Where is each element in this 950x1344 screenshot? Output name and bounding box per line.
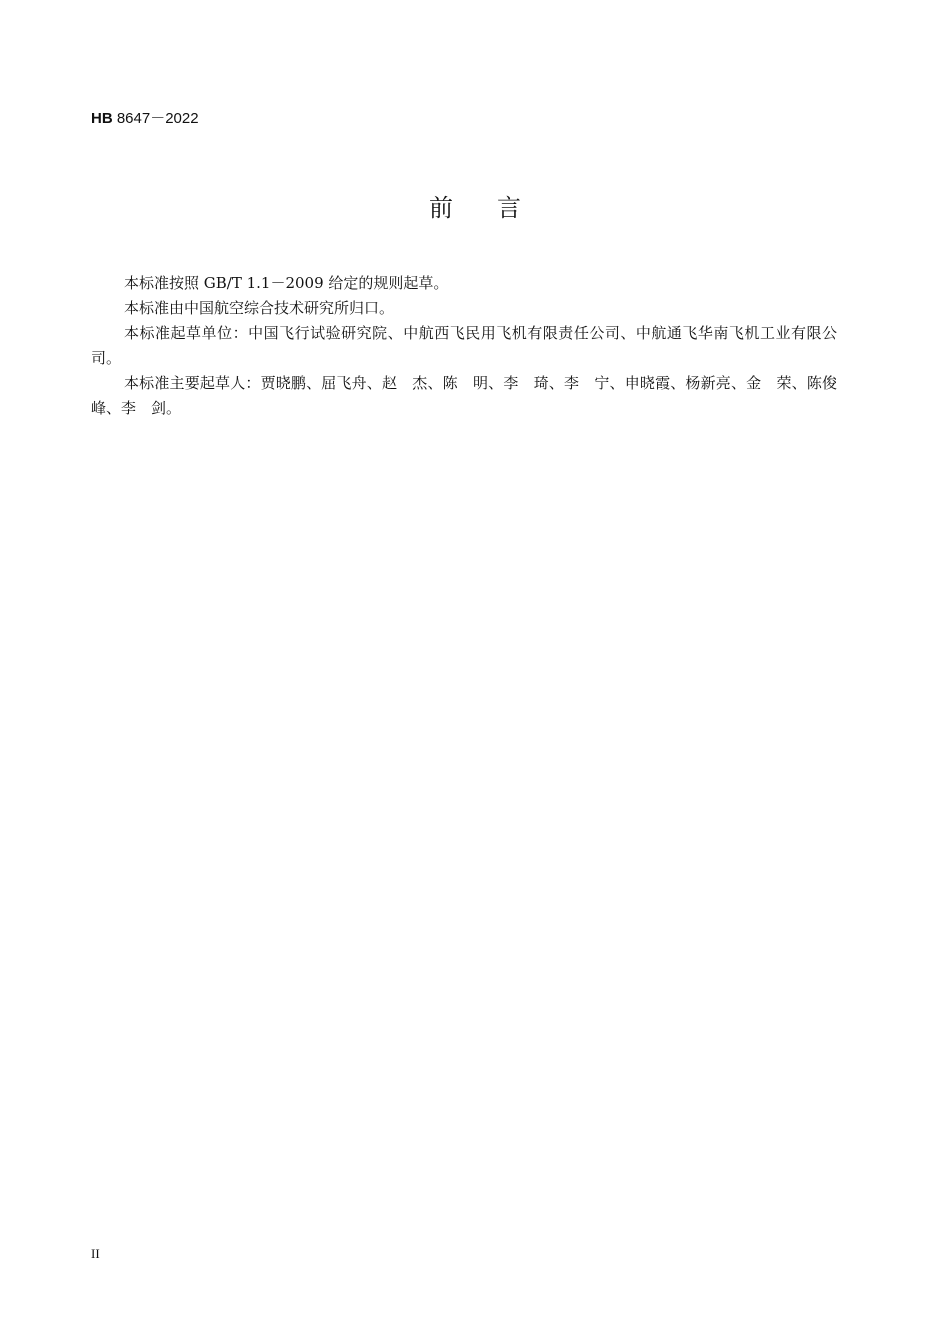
paragraph-drafters: 本标准主要起草人：贾晓鹏、屈飞舟、赵 杰、陈 明、李 琦、李 宁、申晓霞、杨新亮、金 荣、陈俊峰、李 剑。 [91, 374, 837, 417]
paragraph-administered-by: 本标准由中国航空综合技术研究所归口。 [124, 299, 395, 317]
document-code-prefix: HB [91, 110, 113, 127]
page-title: 前言 [429, 194, 565, 222]
paragraph-drafting-rules: 本标准按照 GB/T 1.1－2009 给定的规则起草。 [124, 274, 449, 292]
foreword-body [91, 271, 837, 421]
paragraph-drafting-units: 本标准起草单位：中国飞行试验研究院、中航西飞民用飞机有限责任公司、中航通飞华南飞机工业有限公司。 [91, 324, 837, 367]
document-code [91, 109, 199, 129]
page-number: II [91, 1246, 100, 1261]
document-code-number: 8647－2022 [116, 110, 199, 127]
